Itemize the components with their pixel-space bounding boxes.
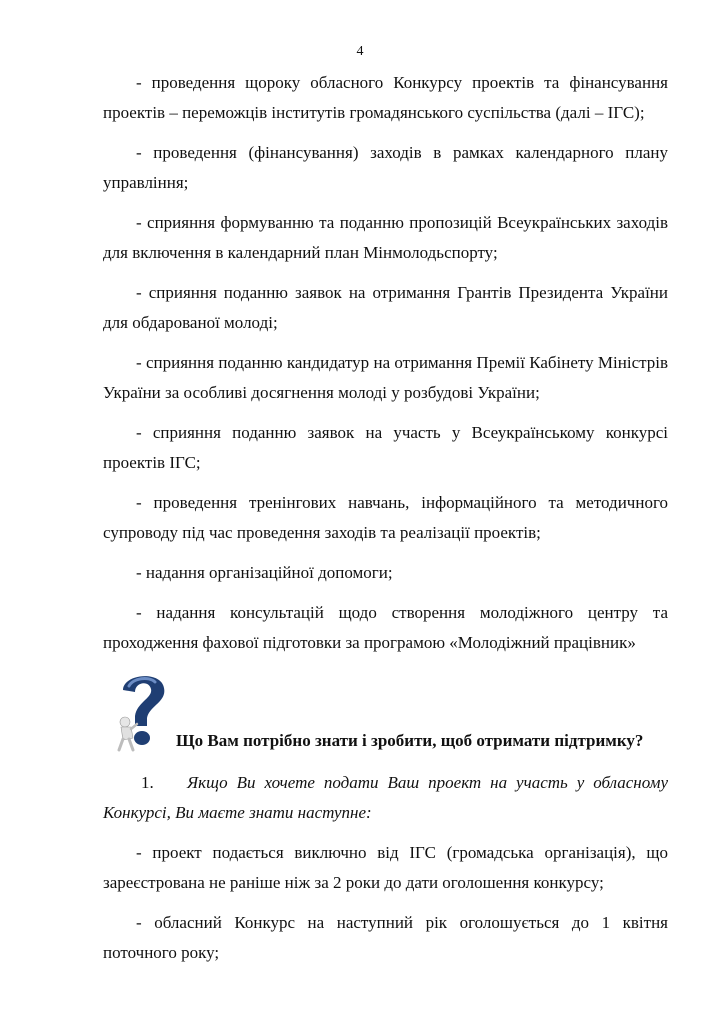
list-item: - проект подається виключно від ІГС (громадська організація), що зареєстрована не раніше ніж за 2 роки до дати оголошення конкурсу; xyxy=(103,843,668,892)
list-item: - сприяння поданню заявок на участь у Всеукраїнському конкурсі проектів ІГС; xyxy=(103,423,668,472)
list-item: - проведення щороку обласного Конкурсу проектів та фінансування проектів – переможців інститутів громадянського суспільства (далі – ІГС); xyxy=(103,73,668,122)
document-body xyxy=(103,68,668,978)
list-item: - проведення (фінансування) заходів в рамках календарного плану управління; xyxy=(103,143,668,192)
page-number: 4 xyxy=(356,44,364,59)
list-item: - надання організаційної допомоги; xyxy=(136,563,393,582)
list-item: - обласний Конкурс на наступний рік оголошується до 1 квітня поточного року; xyxy=(103,913,668,962)
item-number: 1. xyxy=(141,773,154,792)
numbered-item xyxy=(103,768,668,828)
question-heading: Що Вам потрібно знати і зробити, щоб отримати підтримку? xyxy=(176,731,644,750)
question-section xyxy=(103,668,668,768)
list-item: - проведення тренінгових навчань, інформаційного та методичного супроводу під час проведення заходів та реалізації проектів; xyxy=(103,493,668,542)
question-mark-figure-icon xyxy=(109,668,175,754)
list-item: - сприяння поданню кандидатур на отримання Премії Кабінету Міністрів України за особливі досягнення молоді у розбудові України; xyxy=(103,353,668,402)
numbered-item-text: Якщо Ви хочете подати Ваш проект на участь у обласному Конкурсі, Ви маєте знати наступне: xyxy=(103,773,668,822)
list-item: - сприяння формуванню та поданню пропозицій Всеукраїнських заходів для включення в календарний план Мінмолодьспорту; xyxy=(103,213,668,262)
list-item: - сприяння поданню заявок на отримання Грантів Президента України для обдарованої молоді; xyxy=(103,283,668,332)
list-item: - надання консультацій щодо створення молодіжного центру та проходження фахової підготовки за програмою «Молодіжний працівник» xyxy=(103,603,668,652)
